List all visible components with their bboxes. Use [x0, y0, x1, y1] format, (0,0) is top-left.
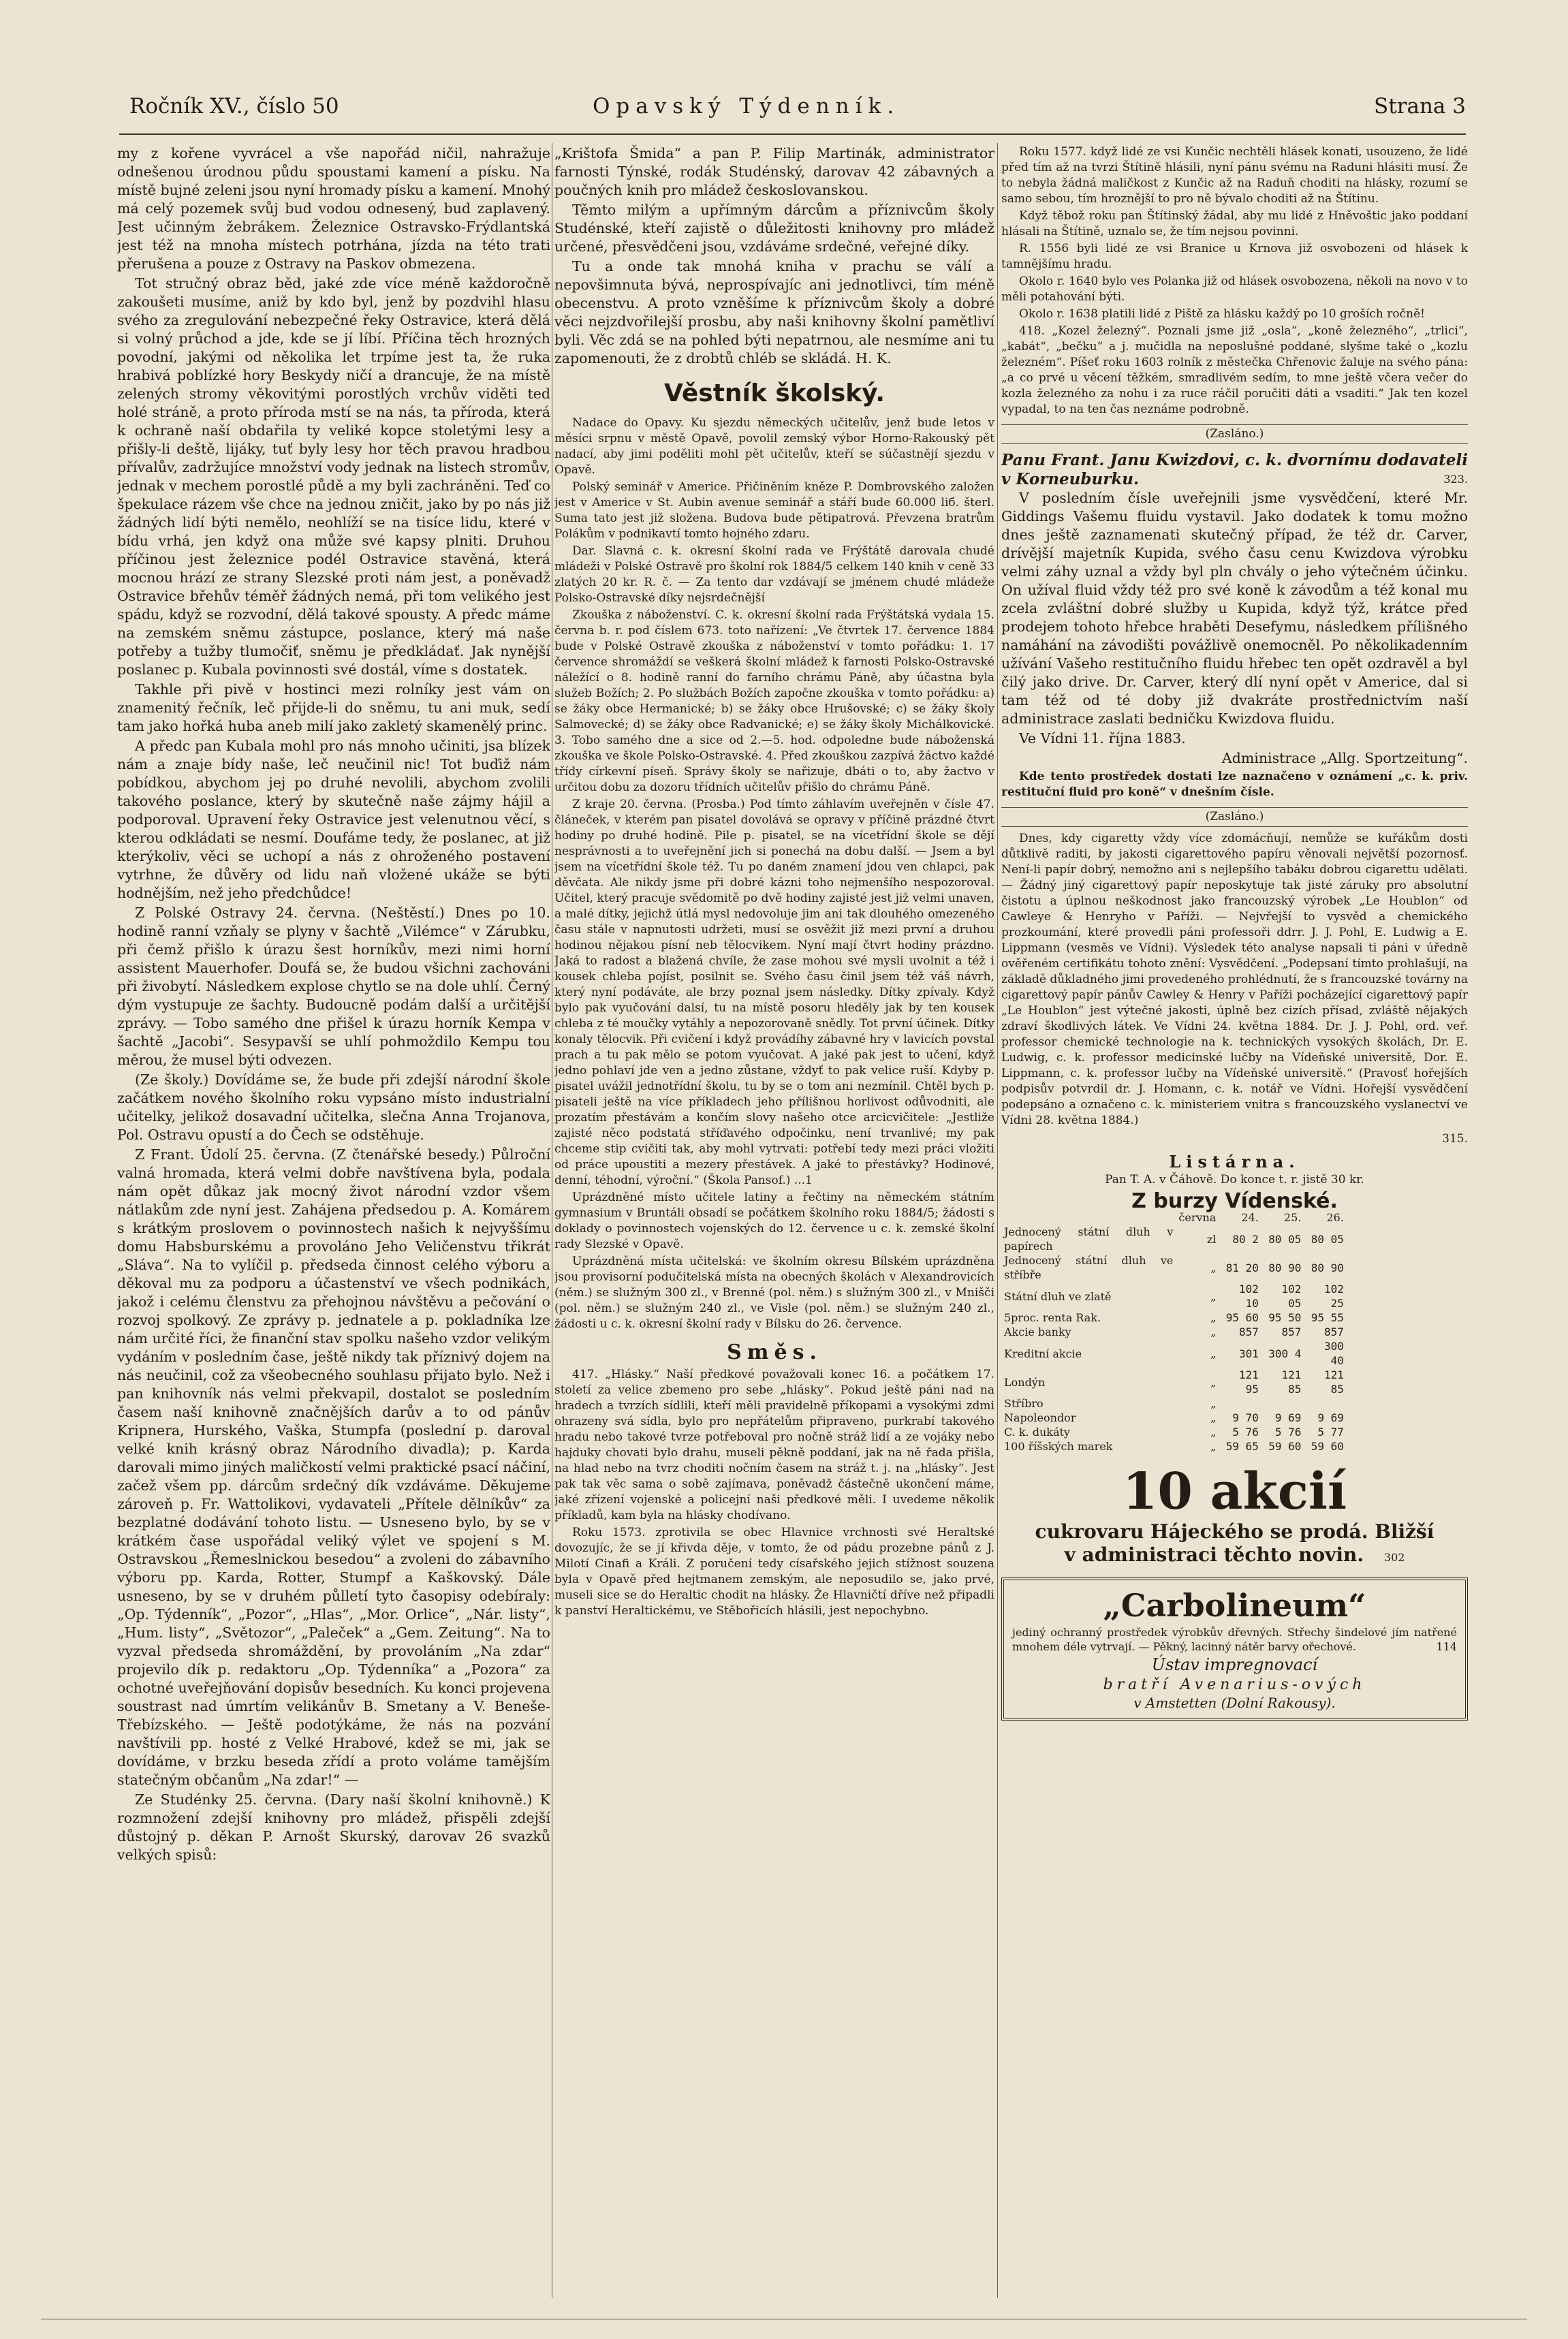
- ad-company: bratří Avenarius-ových: [1103, 1676, 1366, 1693]
- table-row: [1001, 1396, 1347, 1411]
- rate-value: 102 05: [1281, 1283, 1302, 1310]
- column-2: [554, 144, 994, 2291]
- news-item: Roku 1573. zprotivila se obec Hlavnice vrchnosti své Heraltské dovozujíc, že se jí křivda děje, v tomto, že od pádu prozebne pánů z J. Milotí Cinafi a Králi. Z poručení tedy císařského jejich stížnost souzena byla v Opavě před hejtmanem zemským, ale neposudilo se, jako prvé, museli sice se do Heraltic chodit na hlásky. Že Hlavničtí dříve než připadli k panství Heraltickému, ve Stěbořicích hlásili, jest nepochybno.: [554, 1526, 994, 1618]
- notice-date: Ve Vídni 11. října 1883.: [1019, 730, 1186, 747]
- row-label: Jednocený státní dluh v papírech: [1004, 1225, 1174, 1253]
- paragraph: Tot stručný obraz běd, jaké zde více méně každoročně zakoušeti musíme, aniž by kdo byl, jenž by pozdvihl hlasu svého za zregulování nebezpečné řeky Ostravice, která dělá si volný průchod a jde, kde se jí líbí. Příčina těch hrozných povodní, jakými od několika let trpíme jest ta, že ruka hrabivá poblízké hory Beskydy ničí a drancuje, že na místě zelených stromy věkovitými porostlých vrchův viděti ted holé stráně, a proto příroda mstí se na nás, ta příroda, která k ochraně naší obdařila ty veliké kopce stoletými lesy a přišly-li deště, lijáky, tuť byly lesy hor těch pravou hradbou přívalův, zadržujíce množství vody jednak na listech stromův, jednak v mechem porostlé půdě a my byli zachráněni. Teď co špekulace rázem vše chce na jednou zničit, jako by po nás již žádných lidí býti nemělo, neohlíží se na tisíce lidu, které v bídu vrhá, jen když ona může své kapsy plniti. Druhou příčinou jest železnice podél Ostravice stavěná, která mocnou hrází ze strany Slezské proti nám jest, a poněvadž Ostravice břehův téměř žádných nemá, při tom velikého jest spádu, když se rozvodní, dělá takové spousty. A předc máme na zemském sněmu zástupce, poslance, který má naše potřeby a tužby tlumočiť, sněmu je předkládať. Jak nynější poslanec p. Kubala povinnosti své dostál, víme s dostatek.: [117, 275, 550, 678]
- notice-body: V posledním čísle uveřejnili jsme vysvědčení, které Mr. Giddings Vašemu fluidu vystavil. Jako dodatek k tomu možno dnes ještě zaznamenati skutečný případ, že též dr. Carver, drívější majetník Kupida, svého času cenu Kwizdova výrobku velmi záhy uznal a vždy byl pln chvály o jeho výtečném účinku. On užíval fluid vždy též pro své koně k závodům a též konal mu zcela zvláštní dobré služby u Kupida, když týž, krátce před prodejem tohoto hřebce hraběti Desefymu, následkem přílišného namáhání na závodišti povážlivě onemocněl. Po několikadenním užívání Vašeho restitučního fluidu hřebec ten opět ozdravěl a byl čilý jako drive. Dr. Carver, který dlí nyní opět v Americe, dal si tam též od té doby již dvakráte prostřednictvím naší administrace zaslati bedničku Kwizdova fluidu.: [1001, 490, 1468, 727]
- paragraph: Z Polské Ostravy 24. června. (Neštěstí.) Dnes po 10. hodině ranní vzňaly se plyny v šachtě „Vilémce“ v Zárubku, při čemž přišlo k úrazu šest horníkův, mezi nimi horní assistent Mauerhofer. Doufá se, že budou všichni zachováni při živobytí. Následkem explose chytlo se na dole uhlí. Černý dým vystupuje ze šachty. Budoucně podám další a určitější zprávy. — Tobo samého dne přišel k úrazu horník Kempa v šachtě „Jacobi“. Sesypavší se uhlí pohmoždilo Kempu tou měrou, že musel býti odvezen.: [117, 905, 550, 1068]
- table-row: [1001, 1425, 1347, 1439]
- kwizda-notice: [1001, 451, 1468, 800]
- rate-value: 80 90: [1311, 1261, 1344, 1274]
- row-currency: zl: [1206, 1232, 1217, 1246]
- rate-value: 300 4: [1268, 1347, 1302, 1360]
- row-label: Napoleondor: [1004, 1411, 1076, 1424]
- table-row: [1001, 1411, 1347, 1425]
- row-currency: „: [1210, 1261, 1217, 1274]
- news-item: Dar. Slavná c. k. okresní školní rada ve Frýštátě darovala chudé mládeži v Polské Ostravě pro školní rok 1884/5 celkem 140 knih v ceně 33 zlatých 20 kr. R. č. — Za tento dar vzdávají se jménem chudé mládeže Polsko-Ostravské díky nejsrdečnější: [554, 544, 994, 605]
- row-currency: „: [1210, 1289, 1217, 1303]
- row-label: C. k. dukáty: [1004, 1426, 1070, 1439]
- row-label: 5proc. renta Rak.: [1004, 1311, 1101, 1324]
- row-label: Akcie banky: [1004, 1325, 1071, 1338]
- paragraph: Roku 1577. když lidé ze vsi Kunčic nechtěli hlásek konati, usouzeno, že lidé před tím až na tvrzi Štítině hlásili, nyní pánu svému na Raduni hlásiti musí. Že to nebyla žádná maličkost z Kunčic až na Raduň choditi na hlásky, rozumí se samo sebou, tím hroznější to pro ně bývalo choditi až na Štítinu.: [1001, 145, 1468, 206]
- rate-value: 121 85: [1323, 1368, 1344, 1396]
- news-item: Uprázdněná místa učitelská: ve školním okresu Bílském uprázdněna jsou provisorní podučitelská místa na obecných školách v Alexandrovicích (něm.) se služným 300 zl., v Brenné (pol. něm.) s služným 300 zl., v Mnišči (pol. něm.) se služným 240 zl., ve Visle (pol. něm.) se služným 240 zl., žádosti u c. k. okresní školní rady v Bílsku do 26. července.: [554, 1255, 994, 1331]
- notice-number: 315.: [1442, 1132, 1468, 1146]
- rate-value: 95 50: [1268, 1311, 1302, 1324]
- rate-value: 59 60: [1268, 1440, 1302, 1453]
- row-currency: „: [1210, 1411, 1217, 1424]
- row-currency: „: [1210, 1375, 1217, 1389]
- row-label: Londýn: [1004, 1375, 1046, 1389]
- paragraph: Okolo r. 1638 platili lidé z Piště za hlásku každý po 10 groších ročně!: [1019, 307, 1425, 321]
- ad-number: 114: [1436, 1640, 1457, 1653]
- rate-value: 857: [1238, 1325, 1259, 1338]
- rate-value: 80 05: [1268, 1232, 1302, 1246]
- rate-value: 80 05: [1311, 1232, 1344, 1246]
- rate-value: 5 76: [1232, 1426, 1259, 1439]
- ad-headline: „Carbolineum“: [1103, 1587, 1366, 1624]
- shares-advertisement: [1001, 1463, 1468, 1569]
- table-row: [1001, 1225, 1347, 1253]
- paragraph: A předc pan Kubala mohl pro nás mnoho učiniti, jsa blízek nám a znaje bídy naše, leč neučinil nic! Tot buďiž nám pobídkou, abychom jej po druhé nevolili, abychom zvolili takového poslance, který by skutečně naše zájmy hájil a podporoval. Upravení řeky Ostravice jest velenutnou věcí, s kterou odkládati se nesmí. Doufáme tedy, že poslanec, at již kterýkoliv, věci se uchopí a nás z ohroženého postavení vytrhne, že důvěry od lidu naň vložené ukáže se býti hodnějším, než jeho předchůdce!: [117, 738, 550, 901]
- paragraph: Z Frant. Údolí 25. června. (Z čtenářské besedy.) Půlroční valná hromada, která velmi dobře navštívena byla, podala nám opět důkaz jak mocný život národní vzdor všem nátlakům zde nyní jest. Zahájena předsedou p. A. Komárem s krátkým proslovem o povinnostech našich k nejvyššímu domu Habsburskému a provoláno Jeho Veličenstvu třikrát „Sláva“. Na to vylíčil p. předseda činnost celého výboru a děkoval mu za podporu a účastenství ve všech podnikách, jakož i celému členstvu za přehojnou návštěvu a pečování o rozvoj spolkový. Ze zprávy p. jednatele a p. pokladníka lze nám určité říci, že finanční stav spolku našeho vzdor velikým vydáním v posledním čase, ještě nikdy tak příznivý dojem na nás neučinil, což za všeobecného souhlasu přijato bylo. Než i pan knihovník nás velmi překvapil, dostalot se posledním časem naší knihovně značnějších darův a to od pánův Kripnera, Hurského, Vaška, Stumpfa (poslední p. daroval velké knih krásný obraz Národního divadla); p. Karda darovali mimo jiných maličkostí velmi praktické psací náčiní, začež všem pp. dárcům srdečný dík vzdáváme. Děkujeme zároveň p. Fr. Wattolikovi, vydavateli „Přítele dělníkův“ za bezplatné dodávání tohoto listu. — Usneseno bylo, by se v krátkém čase uspořádal veliký výlet ve spojení s M. Ostravskou „Řemeslnickou besedou“ a zvoleni do zábavního výboru pp. Karda, Rotter, Stumpf a Kaškovský. Dále usneseno, by se v druhém půlletí tyto časopisy odebíraly: „Op. Týdenník“, „Pozor“, „Hlas“, „Mor. Orlice“, „Nár. listy“, „Hum. listy“, „Světozor“, „Paleček“ a „Gem. Zeitung“. Na to vyzval předseda shromáždění, by provoláním „Na zdar“ projevilo dík p. redaktoru „Op. Týdenníka“ a „Pozora“ za ochotné uveřejňování dopisův besedních. Ku konci projevena soustrast nad úmrtím velikánův B. Smetany a V. Beneše-Třebízského. — Ještě podotýkáme, že nás na pozvání navštívili pp. hosté z Velké Hrabové, kdež se mi, jak se dovídáme, v brzku beseda zřídí a proto voláme tamějším statečným občanům „Na zdar!“ —: [117, 1146, 550, 1788]
- stock-exchange-table: [1001, 1189, 1468, 1454]
- issue-number: Ročník XV., číslo 50: [129, 94, 339, 119]
- rate-value: 301: [1238, 1347, 1259, 1360]
- rate-value: 5 77: [1317, 1426, 1344, 1439]
- zaslano-label: (Zasláno.): [1001, 424, 1468, 444]
- row-currency: „: [1210, 1347, 1217, 1360]
- stock-exchange-title: Z burzy Vídenské.: [1131, 1189, 1338, 1213]
- paragraph: Takhle při pivě v hostinci mezi rolníky jest vám on znamenitý řečník, leč přijde-li do sněmu, tu ani muk, sedí tam jako hořká huba aneb milí jako zakletý skamenělý princ.: [117, 681, 550, 734]
- paragraph: Ze Studénky 25. června. (Dary naší školní knihovně.) K rozmnožení zdejší knihovny pro mládež, přispěli zdejší důstojný p. děkan P. Arnošt Skurský, darovav 26 svazků velkých spisů:: [117, 1791, 550, 1863]
- rate-value: 9 69: [1274, 1411, 1302, 1424]
- ad-line-text: v administraci těchto novin.: [1064, 1543, 1364, 1566]
- rate-value: 80 2: [1232, 1232, 1259, 1246]
- rate-value: 300 40: [1323, 1340, 1344, 1367]
- rate-value: 59 60: [1311, 1440, 1344, 1453]
- ad-line: cukrovaru Hájeckého se prodá. Bližší: [1035, 1520, 1434, 1543]
- rate-value: 5 76: [1274, 1426, 1302, 1439]
- ad-headline: 10 akcií: [1122, 1462, 1347, 1521]
- news-item: 417. „Hlásky.“ Naší předkové považovali konec 16. a počátkem 17. století za velice zbemeno pro sebe „hlásky“. Pokud ještě páni nad na hradech a tvrzích sídlili, kteří měli pravidelně příkopami a vysokými zdmi ohrazeny svá sídla, bylo pro nepřátelům připraveno, purkrabí takového hradu nebo takové tvrze potřeboval pro nočně stráž lidí a ze vojáky nebo hajduky chovati bylo drahu, museli pěkně poddaní, jak na ně řada přišla, na hlad nebo na tvrz choditi nočním časem na stráž t. j. na „hlásky“. Jest pak tak věc sama o sobě zajímava, poněvadž částečně ukončení máme, jaké zřízení vojenské a policejní naši předkové měli. I uvedeme několik příkladů, kam byla na hlásky chodívano.: [554, 1368, 994, 1522]
- listarna-title: Listárna.: [1169, 1152, 1300, 1172]
- page-number: Strana 3: [1373, 94, 1466, 119]
- masthead-title: Opavský Týdenník.: [593, 94, 900, 119]
- rate-value: 102 10: [1238, 1283, 1259, 1310]
- table-row: [1001, 1253, 1347, 1282]
- day-col: 25.: [1283, 1211, 1302, 1224]
- row-label: 100 říšských marek: [1004, 1440, 1113, 1453]
- day-col: 24.: [1241, 1211, 1259, 1224]
- zaslano-label: (Zasláno.): [1001, 807, 1468, 827]
- rate-value: 121 95: [1238, 1368, 1259, 1396]
- paragraph: my z kořene vyvrácel a vše napořád ničil, nahražuje odnešenou úrodnou půdu spoustami kamení a písku. Na místě bujné zeleni jsou nyní hromady písku a kamení. Mnohý má celý pozemek svůj bud vodou odnesený, bud zaplavený. Jest učinným žebrákem. Železnice Ostravsko-Frýdlantská jest též na mnoha místech potrhána, jízda na této trati přerušena a pouze z Ostravy na Paskov obmezena.: [117, 145, 550, 272]
- ad-body: jediný ochranný prostředek výrobkův dřevných. Střechy šindelové jím natřené mnohem déle vytrvají. — Pěkný, lacinný nátěr barvy ořechové.: [1012, 1626, 1457, 1653]
- bottom-edge-line: [41, 2319, 1527, 2320]
- paragraph: „Krištofa Šmida“ a pan P. Filip Martinák, administrator farnosti Týnské, rodák Studénský, darovav 42 zábavných a poučných knih pro mládež českoslovanskou.: [554, 145, 994, 198]
- notice-footer: Kde tento prostředek dostati lze naznačeno v oznámení „c. k. priv. restituční fluid pro koně“ v dnešním čísle.: [1001, 770, 1468, 799]
- rate-value: 857: [1281, 1325, 1302, 1338]
- paragraph: Okolo r. 1640 bylo ves Polanka již od hlásek osvobozena, několi na novo v to měli potahování býti.: [1001, 274, 1468, 304]
- news-item: Zkouška z náboženství. C. k. okresní školní rada Frýštátská vydala 15. června b. r. pod číslem 673. toto nařízení: „Ve čtvrtek 17. července 1884 bude v Polské Ostravě zkouška z náboženství v tomto pořádku: 1. 17 července shromáždí se veškerá školní mládež k farnosti Polsko-Ostravské náležící o 8. hodině ranní do farního chrámu Páně, aby účastna byla služeb Božích; 2. Po službách Božích započne zkouška v tomto pořádku: a) se žáky obce Hermanické; b) se žáky obce Hrušovské; c) se žáky školy Salmovecké; d) se žáky obce Radvanické; e) se žáky školy Michálkovické. 3. Tobo samého dne a sice od 2.—5. hod. odpoledne bude náboženská zkouška ve škole Polsko-Ostravské. 4. Před zkouškou zazpívá žáctvo každé třídy církevní píseň. Správy školy se nařizuje, dbáti o to, aby žactvo v určitou dobu za dozoru třídních učitelův přišlo do chrámu Páně.: [554, 608, 994, 794]
- header-rule: [119, 134, 1466, 135]
- notice-signature: Administrace „Allg. Sportzeitung“.: [1221, 750, 1468, 766]
- row-currency: „: [1210, 1311, 1217, 1324]
- news-item: Nadace do Opavy. Ku sjezdu německých učitelův, jenž bude letos v měsíci srpnu v městě Opavě, povolil zemský výbor Horno-Rakouský pět nadací, aby jimi poděliti mohl pět učitelův, kteří se súčastnějí sjezdu v Opavě.: [554, 416, 994, 477]
- paragraph: Těmto milým a upřímným dárcům a příznivcům školy Studénské, kteří zajistě o důležitosti knihovny pro mládež určené, přesvědčeni jsou, vzdáváme srdečné, veřejné díky.: [554, 202, 994, 255]
- rate-value: 95 55: [1311, 1311, 1344, 1324]
- news-item: Z kraje 20. června. (Prosba.) Pod tímto záhlavím uveřejněn v čísle 47. článeček, v kterém pan pisatel dovolává se opravy v příčině prázdné čtvrt hodiny po druhé hodině. Pile p. pisatel, se na vícetřídní škole se dějí nesprávnosti a to uveřejnění jich si ponechá na dobu další. — Jsem a byl jsem na vícetřídní škole též. Tu po daném znamení jdou ven chlapci, pak děvčata. Ale nikdy jsme při dobré kázni toho nejmenšího nespozoroval. Učitel, který pracuje svědomitě po dvě hodiny zajisté jest již velmi unaven, a malé dítky, jejichž útlá mysl nedovoluje jim ani tak dlouhého omezeného času stále v napnutosti udržeti, musí se osvěžit již mezi první a druhou hodinou nějakou písní neb tělocvikem. Nyní mají čtvrt hodiny prázdno. Jaká to radost a blažená chvíle, že zase mohou své mysli uvolnit a též i kousek chleba pojíst, posilnit se. Svého času činil jsem též váš návrh, který nyní podáváte, ale brzy poznal jsem následky. Dítky zpívaly. Když bylo pak vyučování dalsí, tu na místě posoru hleděly jak by ten kousek chleba z té moučky vytáhly a nepozorovaně snědly. Tot první účinek. Dítky konaly tělocvik. Při cvičení i když provádíhy zábavné hry v lavicích povstal prach a tu pak mělo se potom vyučovat. A jaké pak jest to učení, když jedno pohlaví jde ven a jedno zůstane, vždyť to pak velice ruší. Kdyby p. pisatel uvážil jednotřídní školu, tu by se o tom ani nezmínil. Chtěl bych p. pisateli ještě na více příkladech jeho přílišnou horlivost odůvodniti, ale prozatím přestávám a končím slovy našeho otce arcicvičitele: „Jestliže zajisté něco podstatá stříďavého odpočinku, není trvanlivé; my pak chceme stip cvičiti tak, aby mohl vytrvati: potřebí tedy mezi práci vložiti od práce upoustiti a mezery přestávek. A jaké to přestávky? Hodinové, denní, téhodní, výroční.“ (Škola Pansof.) ...1: [554, 798, 994, 1187]
- month-label: června: [1178, 1211, 1217, 1224]
- table-row: [1001, 1325, 1347, 1339]
- row-label: Jednocený státní dluh ve stříbře: [1004, 1254, 1174, 1281]
- column-divider: [997, 143, 998, 2298]
- rate-value: 59 65: [1225, 1440, 1259, 1453]
- row-currency: „: [1210, 1440, 1217, 1453]
- rate-value: [1261, 1396, 1304, 1411]
- listarna-item: Pan T. A. v Čáhově. Do konce t. r. jistě 30 kr.: [1105, 1173, 1364, 1187]
- day-col: 26.: [1326, 1211, 1344, 1224]
- notice-number: 323.: [1443, 473, 1468, 486]
- rate-value: 9 69: [1317, 1411, 1344, 1424]
- paragraph: 418. „Kozel železný“. Poznali jsme již „osla“, „koně železného“, „trlici“, „kabát“, „bečku“ a j. mučidla na neposlušné poddané, slyšme také o „kozlu železném“. Píšeť roku 1603 rolník z městečka Chřenovic žaluje na svého pána: „a co prvé u věcení těžkém, smradlivém sedím, to mne ještě včera večer do kozla železného za nohu i za ruce ráčil poručiti dáti a vsaditi.“ Jak ten kozel vypadal, to na ten čas neznáme podrobně.: [1001, 324, 1468, 416]
- section-title-vestnik: Věstník školský.: [663, 379, 885, 407]
- row-currency: „: [1210, 1325, 1217, 1338]
- paragraph: R. 1556 byli lidé ze vsi Branice u Krnova již osvobozeni od hlásek k tamnějšímu hradu.: [1001, 242, 1468, 271]
- news-item: Uprázdněné místo učitele latiny a řečtiny na německém státním gymnasium v Bruntáli obsadí se počátkem školního roku 1884/5; žádosti s doklady o povinnostech vojenských do 12. července u c. k. zemské školní rady Slezské v Opavě.: [554, 1191, 994, 1251]
- rate-value: [1219, 1396, 1261, 1411]
- rate-value: 81 20: [1225, 1261, 1259, 1274]
- column-1: [117, 144, 550, 2291]
- carbolineum-advertisement: [1001, 1577, 1468, 1721]
- paragraph: Když těbož roku pan Štítinský žádal, aby mu lidé z Hněvoštic jako poddaní hlásali na Štítině, uznalo se, že tím nejsou povinni.: [1001, 209, 1468, 238]
- table-row: [1001, 1282, 1347, 1310]
- ad-institute: Ústav impregnovací: [1151, 1655, 1318, 1674]
- column-3: [1001, 144, 1468, 2291]
- news-item: Polský seminář v Americe. Přičiněním kněze P. Dombrovského založen jest v Americe v St. Aubin avenue seminář a stáří bude 60.000 liб. šterl. Suma tato jest již složena. Budova bude pětipatrová. Převzena bratrům Polákům v podnikavtí tomto hojného zdaru.: [554, 480, 994, 541]
- rate-value: 9 70: [1232, 1411, 1259, 1424]
- ad-place: v Amstetten (Dolní Rakousy).: [1133, 1695, 1336, 1711]
- paragraph: (Ze školy.) Dovídáme se, že bude při zdejší národní škole začátkem nového školního roku vypsáno místo industrialní učitelky, jelikož dosavadní učitelka, slečna Anna Trojanova, Pol. Ostravu opustí a do Čech se odstěhuje.: [117, 1071, 550, 1143]
- rate-value: 857: [1323, 1325, 1344, 1338]
- table-row: [1001, 1368, 1347, 1396]
- exchange-rates: [1001, 1210, 1347, 1454]
- row-label: Státní dluh ve zlatě: [1004, 1289, 1112, 1303]
- rate-value: [1304, 1396, 1347, 1411]
- row-label: Stříbro: [1004, 1397, 1044, 1410]
- section-title-smes: Směs.: [727, 1340, 822, 1364]
- ad-number: 302: [1383, 1551, 1405, 1564]
- row-currency: „: [1210, 1426, 1217, 1439]
- row-label: Kreditní akcie: [1004, 1347, 1082, 1360]
- table-row: [1001, 1310, 1347, 1325]
- ad-text: [1012, 1625, 1457, 1654]
- rate-value: 102 25: [1323, 1283, 1344, 1310]
- ad-line: [1001, 1543, 1468, 1569]
- page-header: [129, 94, 1466, 135]
- notice-addressee: Panu Frant. Janu Kwizdovi, c. k. dvornímu dodavateli v Korneuburku.: [1001, 451, 1468, 488]
- rate-value: 80 90: [1268, 1261, 1302, 1274]
- cigarette-paper-notice: Dnes, kdy cigaretty vždy více zdomácňují, nemůže se kuřákům dosti důtklivě raditi, by jakosti cigarettového papíru věnovali největší pozornosť. Není-li papír dobrý, nemožno ani s nejlepšího tabáku dobrou cigarettu udělati. — Žádný jiný cigarettový papír neposkytuje tak jisté záruky pro absolutní čistotu a úplnou neškodnost jako francouzský výrobek „Le Houblon“ od Cawleye & Henryho v Paříži. — Nejvřejší to vysvěd a chemického prozkoumání, které provedli páni professoři ddrr. J. J. Pohl, E. Ludwig a E. Lippmann (vesměs ve Vídni). Výsledek této analyse napsali ti páni v úředně ověřeném certifikátu tohoto znění: Vysvědčení. „Podepsaní tímto prohlašují, na základě důkladného jimi provedeného prohlédnutí, že s francouzské továrny na cigarettový papír pánův Cawley & Henry v Paříži pocházející cigarettový papír „Le Houblon“ jest výtečné jakosti, úplně bez cizích přísad, zvláště nějakých zdraví škodlivých látek. Ve Vídni 24. května 1884. Dr. J. J. Pohl, ord. veř. professor chemické technologie na k. technických vysokých školách, Dr. E. Ludwig, c. k. professor medicinské lučby na Vídeňské universitě, Dor. E. Lippmann, c. k. professor lučby na Vídeňské universitě.“ (Pravosť hořejších podpisův potvrdil dr. J. Homann, c. k. notář ve Vídni. Hořejší vysvědčení podepsáno a označeno c. k. ministeriem vnitra s francouzského vyslanectví ve Vídni 28. května 1884.): [1001, 832, 1468, 1127]
- table-row: [1001, 1439, 1347, 1454]
- row-currency: „: [1210, 1397, 1217, 1410]
- rate-value: 95 60: [1225, 1311, 1259, 1324]
- paragraph: Tu a onde tak mnohá kniha v prachu se válí a nepovšimnuta bývá, neprospívajíc ani jednotlivci, tím méně obecenstvu. A proto vzněšíme k příznivcům školy a dobré věci nejzdvořilejší prosbu, aby naši knihovny školní pamětliví byli. Věc zdá se na pohled býti nepatrnou, ale nesmíme ani tu zapomenouti, že z drobtů chléb se skládá. H. K.: [554, 258, 994, 366]
- rate-value: 121 85: [1281, 1368, 1302, 1396]
- table-row: [1001, 1339, 1347, 1368]
